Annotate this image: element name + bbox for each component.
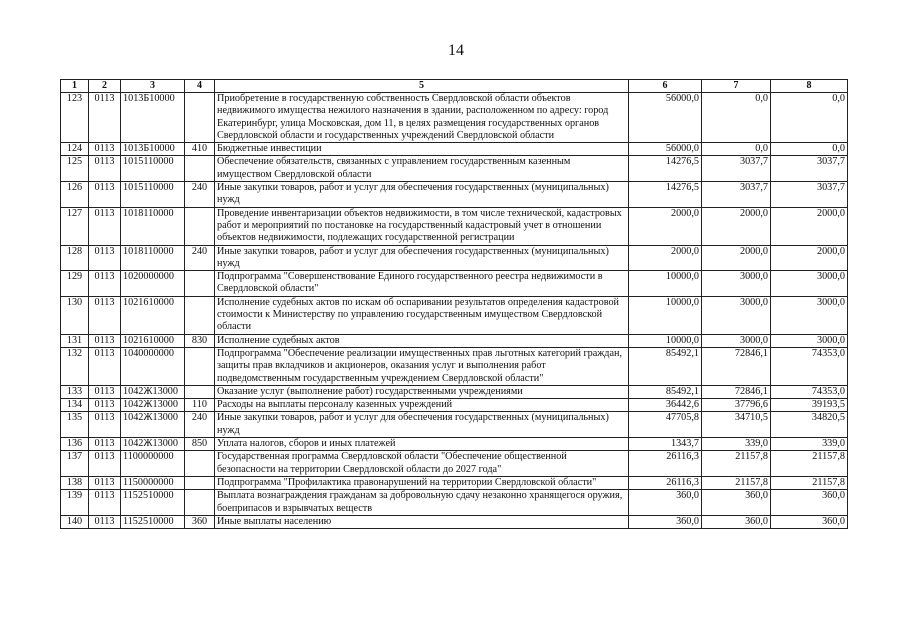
budget-table: [60, 79, 848, 529]
amount-year-3: 74353,0: [771, 385, 848, 398]
table-row: [61, 399, 848, 412]
expense-name: Оказание услуг (выполнение работ) государственными учреждениями: [215, 385, 629, 398]
section-code: 0113: [89, 412, 121, 438]
amount-year-1: 14276,5: [629, 156, 702, 182]
expense-name: Выплата вознаграждения гражданам за добровольную сдачу незаконно хранящегося оружия, боеприпасов и взрывчатых веществ: [215, 490, 629, 516]
amount-year-3: 339,0: [771, 438, 848, 451]
amount-year-2: 0,0: [702, 93, 771, 143]
table-row: [61, 182, 848, 208]
section-code: 0113: [89, 271, 121, 297]
amount-year-1: 26116,3: [629, 476, 702, 489]
amount-year-3: 74353,0: [771, 347, 848, 385]
section-code: 0113: [89, 476, 121, 489]
target-article-code: 1100000000: [121, 451, 185, 477]
section-code: 0113: [89, 451, 121, 477]
target-article-code: 1042Ж13000: [121, 438, 185, 451]
amount-year-3: 360,0: [771, 515, 848, 528]
expense-name: Иные закупки товаров, работ и услуг для обеспечения государственных (муниципальных) нужд: [215, 182, 629, 208]
amount-year-1: 56000,0: [629, 93, 702, 143]
amount-year-3: 0,0: [771, 143, 848, 156]
section-code: 0113: [89, 182, 121, 208]
target-article-code: 1015110000: [121, 156, 185, 182]
amount-year-2: 72846,1: [702, 347, 771, 385]
expense-name: Расходы на выплаты персоналу казенных учреждений: [215, 399, 629, 412]
amount-year-2: 360,0: [702, 490, 771, 516]
expense-type-code: [185, 93, 215, 143]
expense-type-code: 410: [185, 143, 215, 156]
amount-year-2: 34710,5: [702, 412, 771, 438]
table-row: [61, 156, 848, 182]
expense-name: Исполнение судебных актов по искам об оспаривании результатов определения кадастровой стоимости к Министерству по управлению государственным имуществом Свердловской области: [215, 296, 629, 334]
target-article-code: 1015110000: [121, 182, 185, 208]
row-number: 136: [61, 438, 89, 451]
expense-type-code: [185, 476, 215, 489]
amount-year-1: 10000,0: [629, 334, 702, 347]
amount-year-2: 3000,0: [702, 271, 771, 297]
amount-year-2: 2000,0: [702, 207, 771, 245]
target-article-code: 1021610000: [121, 296, 185, 334]
target-article-code: 1013Б10000: [121, 93, 185, 143]
row-number: 125: [61, 156, 89, 182]
row-number: 130: [61, 296, 89, 334]
expense-type-code: 240: [185, 182, 215, 208]
amount-year-1: 1343,7: [629, 438, 702, 451]
amount-year-2: 37796,6: [702, 399, 771, 412]
amount-year-1: 85492,1: [629, 347, 702, 385]
expense-name: Иные выплаты населению: [215, 515, 629, 528]
amount-year-2: 3037,7: [702, 182, 771, 208]
amount-year-1: 2000,0: [629, 207, 702, 245]
expense-name: Приобретение в государственную собственность Свердловской области объектов недвижимого имущества нежилого назначения в здании, расположенном по адресу: город Екатеринбург, улица Московская, дом 11, в целях размещения государственных органов Свердловской области и государственных учреждений Свердловской области: [215, 93, 629, 143]
amount-year-2: 21157,8: [702, 476, 771, 489]
expense-type-code: [185, 490, 215, 516]
amount-year-1: 36442,6: [629, 399, 702, 412]
row-number: 134: [61, 399, 89, 412]
amount-year-1: 85492,1: [629, 385, 702, 398]
row-number: 133: [61, 385, 89, 398]
table-row: [61, 334, 848, 347]
section-code: 0113: [89, 347, 121, 385]
amount-year-3: 21157,8: [771, 476, 848, 489]
amount-year-2: 3000,0: [702, 296, 771, 334]
table-row: [61, 451, 848, 477]
amount-year-2: 72846,1: [702, 385, 771, 398]
amount-year-3: 3000,0: [771, 334, 848, 347]
table-row: [61, 207, 848, 245]
column-header: 4: [185, 80, 215, 93]
expense-type-code: [185, 296, 215, 334]
table-row: [61, 438, 848, 451]
target-article-code: 1152510000: [121, 490, 185, 516]
section-code: 0113: [89, 515, 121, 528]
expense-type-code: [185, 451, 215, 477]
section-code: 0113: [89, 93, 121, 143]
section-code: 0113: [89, 143, 121, 156]
amount-year-1: 47705,8: [629, 412, 702, 438]
expense-type-code: 850: [185, 438, 215, 451]
expense-name: Бюджетные инвестиции: [215, 143, 629, 156]
section-code: 0113: [89, 399, 121, 412]
expense-type-code: 240: [185, 412, 215, 438]
target-article-code: 1040000000: [121, 347, 185, 385]
row-number: 135: [61, 412, 89, 438]
column-header: 6: [629, 80, 702, 93]
expense-name: Иные закупки товаров, работ и услуг для обеспечения государственных (муниципальных) нужд: [215, 412, 629, 438]
section-code: 0113: [89, 245, 121, 271]
target-article-code: 1018110000: [121, 245, 185, 271]
amount-year-3: 360,0: [771, 490, 848, 516]
column-header: 7: [702, 80, 771, 93]
amount-year-1: 26116,3: [629, 451, 702, 477]
section-code: 0113: [89, 334, 121, 347]
expense-name: Уплата налогов, сборов и иных платежей: [215, 438, 629, 451]
target-article-code: 1042Ж13000: [121, 399, 185, 412]
amount-year-1: 2000,0: [629, 245, 702, 271]
amount-year-2: 3000,0: [702, 334, 771, 347]
amount-year-3: 2000,0: [771, 245, 848, 271]
expense-name: Государственная программа Свердловской области "Обеспечение общественной безопасности на территории Свердловской области до 2027 года": [215, 451, 629, 477]
amount-year-3: 2000,0: [771, 207, 848, 245]
column-header: 8: [771, 80, 848, 93]
expense-type-code: 830: [185, 334, 215, 347]
amount-year-2: 339,0: [702, 438, 771, 451]
amount-year-3: 0,0: [771, 93, 848, 143]
expense-name: Проведение инвентаризации объектов недвижимости, в том числе технической, кадастровых работ и мероприятий по постановке на государственный кадастровый учет в отношении объектов недвижимости, подлежащих государственной регистрации: [215, 207, 629, 245]
amount-year-1: 10000,0: [629, 296, 702, 334]
target-article-code: 1152510000: [121, 515, 185, 528]
section-code: 0113: [89, 296, 121, 334]
expense-type-code: [185, 347, 215, 385]
table-row: [61, 296, 848, 334]
target-article-code: 1042Ж13000: [121, 412, 185, 438]
target-article-code: 1021610000: [121, 334, 185, 347]
column-header: 2: [89, 80, 121, 93]
amount-year-3: 34820,5: [771, 412, 848, 438]
expense-type-code: [185, 156, 215, 182]
amount-year-3: 3000,0: [771, 271, 848, 297]
amount-year-1: 14276,5: [629, 182, 702, 208]
amount-year-3: 39193,5: [771, 399, 848, 412]
table-row: [61, 143, 848, 156]
section-code: 0113: [89, 490, 121, 516]
expense-type-code: [185, 207, 215, 245]
amount-year-2: 360,0: [702, 515, 771, 528]
row-number: 138: [61, 476, 89, 489]
target-article-code: 1018110000: [121, 207, 185, 245]
expense-type-code: 240: [185, 245, 215, 271]
row-number: 128: [61, 245, 89, 271]
row-number: 137: [61, 451, 89, 477]
table-row: [61, 476, 848, 489]
expense-name: Подпрограмма "Совершенствование Единого государственного реестра недвижимости в Свердловской области": [215, 271, 629, 297]
column-header: 3: [121, 80, 185, 93]
page-number: 14: [448, 42, 464, 59]
expense-type-code: 110: [185, 399, 215, 412]
table-row: [61, 271, 848, 297]
expense-name: Подпрограмма "Профилактика правонарушений на территории Свердловской области": [215, 476, 629, 489]
amount-year-2: 0,0: [702, 143, 771, 156]
expense-type-code: 360: [185, 515, 215, 528]
column-header: 1: [61, 80, 89, 93]
amount-year-1: 56000,0: [629, 143, 702, 156]
row-number: 140: [61, 515, 89, 528]
table-row: [61, 93, 848, 143]
amount-year-3: 3000,0: [771, 296, 848, 334]
amount-year-2: 3037,7: [702, 156, 771, 182]
table-header-row: [61, 80, 848, 93]
table-row: [61, 515, 848, 528]
expense-name: Обеспечение обязательств, связанных с управлением государственным казенным имуществом Свердловской области: [215, 156, 629, 182]
expense-name: Иные закупки товаров, работ и услуг для обеспечения государственных (муниципальных) нужд: [215, 245, 629, 271]
row-number: 127: [61, 207, 89, 245]
target-article-code: 1150000000: [121, 476, 185, 489]
row-number: 139: [61, 490, 89, 516]
section-code: 0113: [89, 438, 121, 451]
row-number: 124: [61, 143, 89, 156]
row-number: 132: [61, 347, 89, 385]
table-row: [61, 412, 848, 438]
amount-year-3: 3037,7: [771, 156, 848, 182]
table-row: [61, 347, 848, 385]
table-row: [61, 490, 848, 516]
table-row: [61, 385, 848, 398]
row-number: 126: [61, 182, 89, 208]
target-article-code: 1013Б10000: [121, 143, 185, 156]
table-row: [61, 245, 848, 271]
amount-year-2: 21157,8: [702, 451, 771, 477]
column-header: 5: [215, 80, 629, 93]
amount-year-1: 10000,0: [629, 271, 702, 297]
amount-year-3: 3037,7: [771, 182, 848, 208]
expense-type-code: [185, 385, 215, 398]
amount-year-1: 360,0: [629, 490, 702, 516]
row-number: 123: [61, 93, 89, 143]
target-article-code: 1042Ж13000: [121, 385, 185, 398]
target-article-code: 1020000000: [121, 271, 185, 297]
section-code: 0113: [89, 156, 121, 182]
row-number: 129: [61, 271, 89, 297]
amount-year-2: 2000,0: [702, 245, 771, 271]
row-number: 131: [61, 334, 89, 347]
section-code: 0113: [89, 207, 121, 245]
expense-name: Подпрограмма "Обеспечение реализации имущественных прав льготных категорий граждан, защиты прав вкладчиков и акционеров, оказания услуг и выполнения работ подведомственным государственным учреждением Свердловской области": [215, 347, 629, 385]
amount-year-3: 21157,8: [771, 451, 848, 477]
expense-name: Исполнение судебных актов: [215, 334, 629, 347]
section-code: 0113: [89, 385, 121, 398]
amount-year-1: 360,0: [629, 515, 702, 528]
expense-type-code: [185, 271, 215, 297]
